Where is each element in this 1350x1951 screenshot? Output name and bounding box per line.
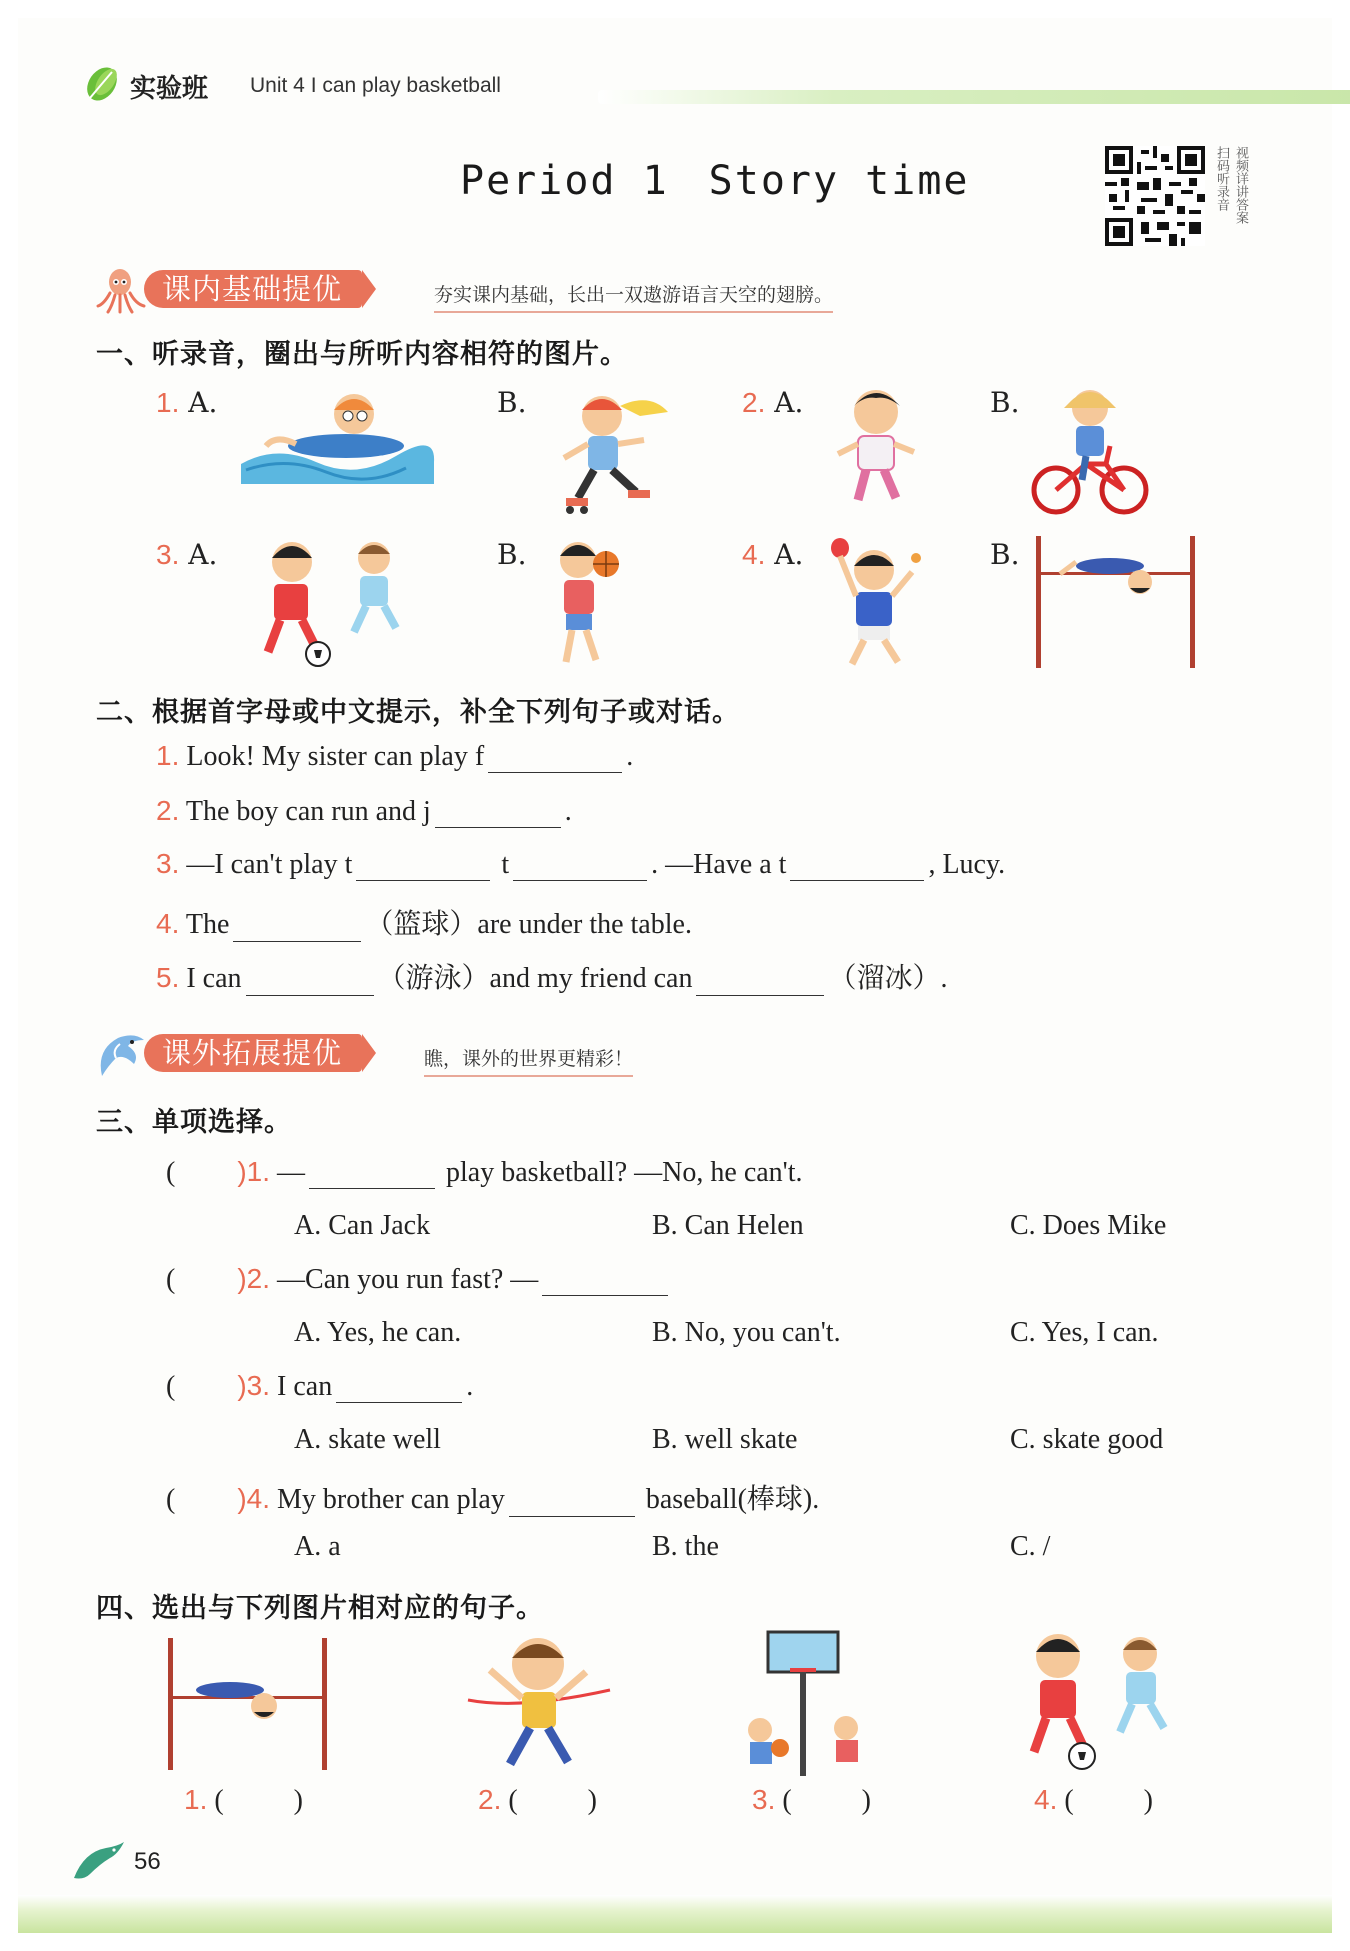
dolphin-footer-icon [70, 1838, 126, 1884]
question-number: )3. [237, 1370, 271, 1401]
question-text: The [185, 909, 230, 940]
qr-caption-line: 扫码听录音 [1214, 146, 1229, 211]
choice-question [166, 1477, 819, 1517]
page-number: 56 [134, 1848, 161, 1875]
section-note: 瞧，课外的世界更精彩！ [424, 1044, 633, 1077]
answer-slot[interactable] [752, 1784, 871, 1817]
part1-heading: 一、听录音，圈出与所听内容相符的图片。 [96, 339, 628, 370]
page-header [78, 62, 1308, 112]
question-text: The boy can run and j [185, 796, 431, 827]
fill-question [156, 848, 1005, 881]
answer-blank[interactable] [233, 911, 361, 942]
question-number: )4. [237, 1483, 271, 1514]
item-number: 2. [742, 387, 766, 418]
question-number: 3. [156, 848, 180, 879]
fill-question [156, 740, 633, 773]
answer-slot[interactable] [184, 1784, 303, 1817]
answer-slot[interactable] [478, 1784, 597, 1817]
question-number: )1. [237, 1156, 271, 1187]
header-decor-bar [598, 90, 1350, 104]
item-number: 1. [184, 1784, 208, 1815]
option-b[interactable]: B. the [652, 1531, 719, 1562]
question-text: . —Have a t [651, 849, 787, 880]
question-number: )2. [237, 1263, 271, 1294]
answer-blank[interactable] [509, 1486, 635, 1517]
question-stem: baseball(棒球). [645, 1484, 820, 1515]
item-number: 2. [478, 1784, 502, 1815]
part2-heading: 二、根据首字母或中文提示，补全下列句子或对话。 [96, 697, 740, 728]
basketball-picture-icon[interactable] [544, 532, 624, 672]
question-stem: . [466, 1371, 474, 1402]
item-label [156, 538, 217, 571]
question-stem: I can [277, 1371, 333, 1402]
answer-paren[interactable]: ( [166, 1157, 176, 1188]
question-stem: —Can you run fast? — [277, 1264, 539, 1295]
cycling-picture-icon[interactable] [1030, 380, 1150, 520]
option-a-label: A. [774, 538, 804, 571]
question-text: （篮球）are under the table. [365, 909, 692, 940]
dolphin-mascot-icon [94, 1030, 148, 1080]
footer-decor-bar [18, 1895, 1332, 1933]
football-picture-icon[interactable] [236, 536, 420, 670]
item-number: 3. [156, 539, 180, 570]
question-text: , Lucy. [928, 849, 1006, 880]
option-a[interactable]: A. skate well [294, 1424, 441, 1455]
option-a-label: A. [774, 386, 804, 419]
item-number: 4. [742, 539, 766, 570]
answer-slot[interactable] [1034, 1784, 1153, 1817]
answer-paren: ( ) [214, 1785, 304, 1816]
option-b-label: B. [990, 386, 1020, 419]
answer-blank[interactable] [488, 742, 622, 773]
option-b-label: B. [497, 538, 527, 571]
series-name: 实验班 [130, 74, 209, 104]
answer-paren: ( ) [1064, 1785, 1154, 1816]
option-b[interactable]: B. Can Helen [652, 1210, 804, 1241]
race-finish-picture-icon[interactable] [460, 1630, 616, 1776]
option-a[interactable]: A. Can Jack [294, 1210, 431, 1241]
choice-question [166, 1263, 672, 1296]
item-label [742, 538, 803, 571]
option-b[interactable]: B. No, you can't. [652, 1317, 841, 1348]
high-jump-picture-icon[interactable] [1030, 532, 1200, 672]
part3-heading: 三、单项选择。 [96, 1107, 292, 1138]
fill-question [156, 902, 692, 942]
answer-blank[interactable] [356, 850, 490, 881]
question-text: t [501, 849, 510, 880]
qr-caption-line: 视频详讲答案 [1233, 146, 1248, 224]
option-a-label: A. [188, 386, 218, 419]
lesson-name: Story time [708, 158, 970, 204]
question-text: —I can't play t [186, 849, 353, 880]
option-c[interactable]: C. Yes, I can. [1010, 1317, 1159, 1348]
answer-blank[interactable] [790, 850, 924, 881]
fill-question [156, 795, 572, 828]
item-label [156, 386, 217, 419]
option-b[interactable]: B. well skate [652, 1424, 798, 1455]
option-a-label: A. [188, 538, 218, 571]
choice-question [166, 1156, 803, 1189]
qr-caption [1214, 146, 1256, 224]
unit-title: Unit 4 I can play basketball [250, 74, 501, 97]
question-text: （游泳）and my friend can [377, 963, 693, 994]
answer-blank[interactable] [542, 1265, 668, 1296]
question-text: I can [186, 963, 242, 994]
part4-heading: 四、选出与下列图片相对应的句子。 [96, 1593, 544, 1624]
running-picture-icon[interactable] [818, 382, 928, 512]
qr-code-icon[interactable] [1105, 146, 1205, 246]
question-stem: play basketball? —No, he can't. [446, 1157, 803, 1188]
answer-paren: ( ) [508, 1785, 598, 1816]
question-text: （溜冰）. [828, 963, 948, 994]
section-banner-basic [94, 266, 934, 312]
answer-blank[interactable] [309, 1158, 435, 1189]
option-a[interactable]: A. Yes, he can. [294, 1317, 462, 1348]
option-a[interactable]: A. a [294, 1531, 341, 1562]
answer-paren: ( ) [782, 1785, 872, 1816]
question-end: . [564, 796, 572, 827]
question-number: 1. [156, 740, 180, 771]
option-b-label: B. [497, 386, 527, 419]
answer-blank[interactable] [336, 1372, 462, 1403]
answer-blank[interactable] [696, 965, 824, 996]
football-picture-icon[interactable] [1000, 1628, 1186, 1774]
option-c[interactable]: C. / [1010, 1531, 1051, 1562]
option-b-label: B. [990, 538, 1020, 571]
high-jump-picture-icon[interactable] [160, 1636, 336, 1772]
skating-picture-icon[interactable] [540, 382, 680, 518]
option-c[interactable]: C. skate good [1010, 1424, 1164, 1455]
answer-blank[interactable] [435, 797, 561, 828]
squid-mascot-icon [94, 266, 148, 316]
answer-blank[interactable] [246, 965, 374, 996]
choice-question [166, 1370, 473, 1403]
section-tag: 课内基础提优 [144, 270, 362, 308]
leaf-logo-icon [82, 64, 122, 104]
fill-question [156, 956, 947, 996]
item-number: 3. [752, 1784, 776, 1815]
item-number: 1. [156, 387, 180, 418]
question-end: . [626, 741, 634, 772]
answer-paren[interactable]: ( [166, 1371, 176, 1402]
page-title [460, 158, 969, 204]
question-text: Look! My sister can play f [186, 741, 485, 772]
basketball-hoop-picture-icon[interactable] [738, 1628, 878, 1778]
item-number: 4. [1034, 1784, 1058, 1815]
answer-paren[interactable]: ( [166, 1264, 176, 1295]
question-number: 5. [156, 962, 180, 993]
question-number: 2. [156, 795, 180, 826]
table-tennis-picture-icon[interactable] [826, 536, 926, 670]
question-stem: My brother can play [277, 1484, 505, 1515]
question-number: 4. [156, 908, 180, 939]
swimming-picture-icon[interactable] [236, 384, 436, 494]
section-note: 夯实课内基础，长出一双遨游语言天空的翅膀。 [434, 280, 833, 313]
answer-paren[interactable]: ( [166, 1484, 176, 1515]
option-c[interactable]: C. Does Mike [1010, 1210, 1167, 1241]
period-label: Period 1 [460, 158, 669, 204]
section-tag: 课外拓展提优 [144, 1034, 362, 1072]
item-label [742, 386, 803, 419]
question-stem: — [277, 1157, 306, 1188]
section-banner-extension [94, 1030, 694, 1076]
answer-blank[interactable] [513, 850, 647, 881]
